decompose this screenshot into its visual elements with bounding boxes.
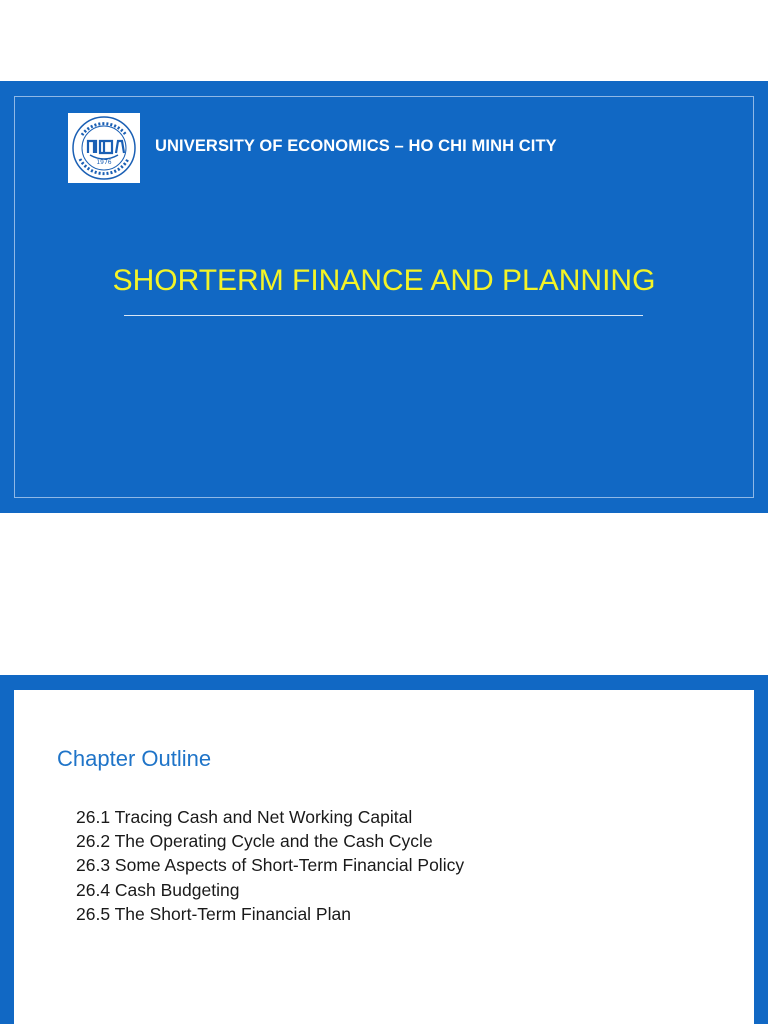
slide-title: SHORTERM FINANCE AND PLANNING xyxy=(112,264,656,297)
outline-item: 26.2 The Operating Cycle and the Cash Cycle xyxy=(76,831,433,852)
outline-list xyxy=(76,805,464,926)
outline-item: 26.3 Some Aspects of Short-Term Financial Policy xyxy=(76,855,465,876)
title-divider xyxy=(124,315,643,316)
outline-item: 26.4 Cash Budgeting xyxy=(76,879,240,900)
title-slide xyxy=(0,81,768,513)
outline-item: 26.5 The Short-Term Financial Plan xyxy=(76,903,351,924)
chapter-outline-heading: Chapter Outline xyxy=(57,746,212,771)
university-logo-icon xyxy=(68,113,140,183)
logo-year: 1976 xyxy=(96,159,112,166)
outline-item: 26.1 Tracing Cash and Net Working Capital xyxy=(76,807,413,827)
outline-panel xyxy=(14,690,754,1024)
university-name: UNIVERSITY OF ECONOMICS – HO CHI MINH CITY xyxy=(155,137,557,155)
outline-slide xyxy=(0,675,768,1024)
